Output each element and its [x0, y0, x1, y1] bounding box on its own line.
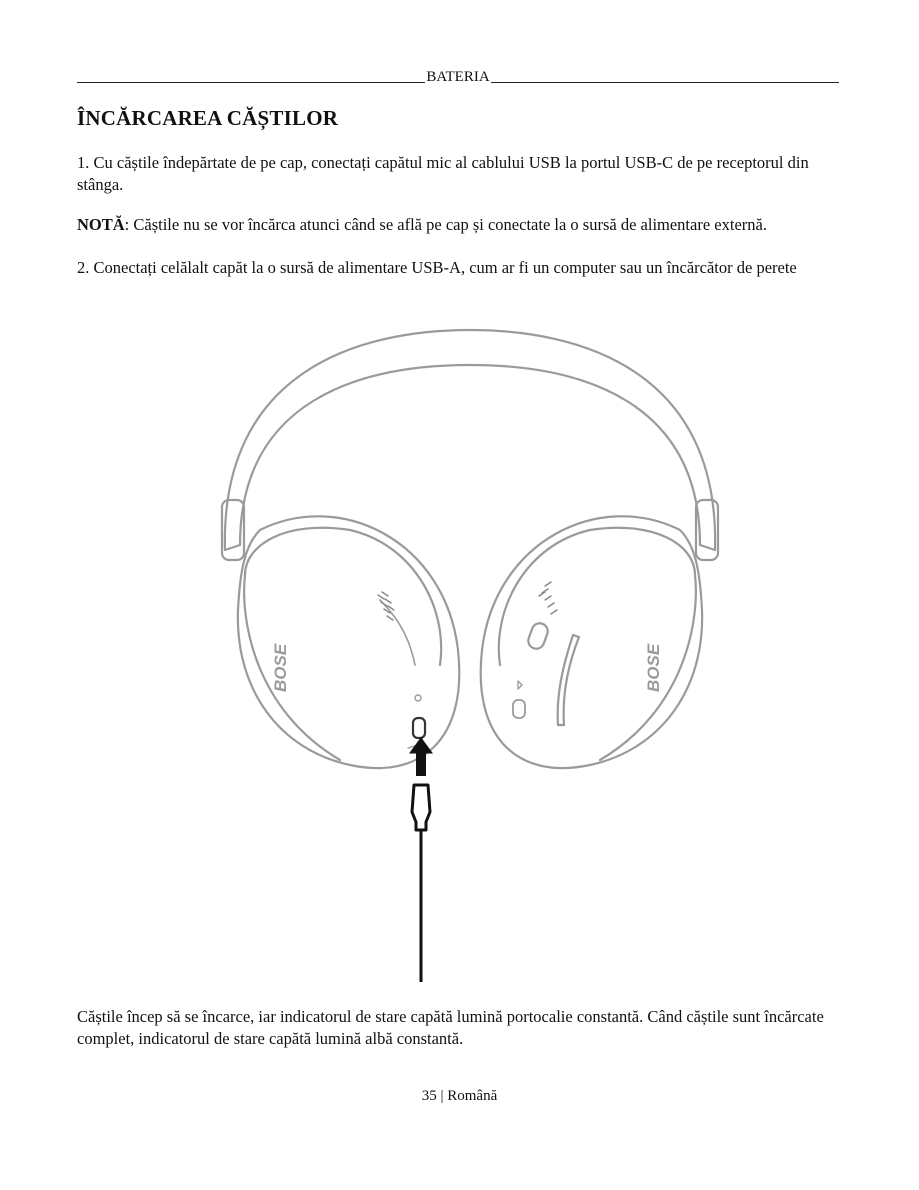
footer-separator: |	[440, 1088, 444, 1104]
page-number: 35	[421, 1088, 437, 1104]
usb-c-plug	[412, 785, 430, 830]
power-button	[526, 621, 550, 651]
insert-arrow-shaft	[416, 752, 426, 776]
bluetooth-button	[513, 700, 525, 718]
right-brand-logo: BOSE	[644, 643, 663, 692]
header-rule-left	[77, 82, 425, 83]
footer-language: Română	[447, 1088, 498, 1104]
page-title: ÎNCĂRCAREA CĂȘTILOR	[77, 106, 339, 130]
left-brand-logo: BOSE	[271, 643, 290, 692]
header-section-label: BATERIA	[426, 69, 490, 85]
volume-slider	[558, 635, 579, 725]
page-footer	[0, 1088, 919, 1105]
charging-result-text: Căștile încep să se încarce, iar indicatorul de stare capătă lumină portocalie constantă. Când căștile sunt încărcate complet, indicatorul de stare capătă lumină albă constantă.	[77, 1007, 824, 1048]
usb-c-port	[413, 718, 425, 738]
step-1-text: 1. Cu căștile îndepărtate de pe cap, conectați capătul mic al cablului USB la portul USB-C de pe receptorul din stânga.	[77, 153, 809, 194]
note-text: : Căștile nu se vor încărca atunci când se află pe cap și conectate la o sursă de alimentare externă.	[124, 215, 767, 234]
left-ear-cup	[238, 516, 459, 768]
step-2-text: 2. Conectați celălalt capăt la o sursă de alimentare USB-A, cum ar fi un computer sau un încărcător de perete	[77, 258, 797, 277]
note-paragraph	[77, 214, 857, 236]
insert-arrow-head	[410, 738, 432, 753]
header-rule-right	[491, 82, 839, 83]
usb-cable	[410, 738, 432, 982]
headphones-charging-illustration	[200, 320, 740, 990]
headband-inner	[240, 365, 700, 545]
right-ear-cup	[481, 516, 702, 768]
page-header	[77, 66, 839, 86]
note-label: NOTĂ	[77, 215, 125, 234]
